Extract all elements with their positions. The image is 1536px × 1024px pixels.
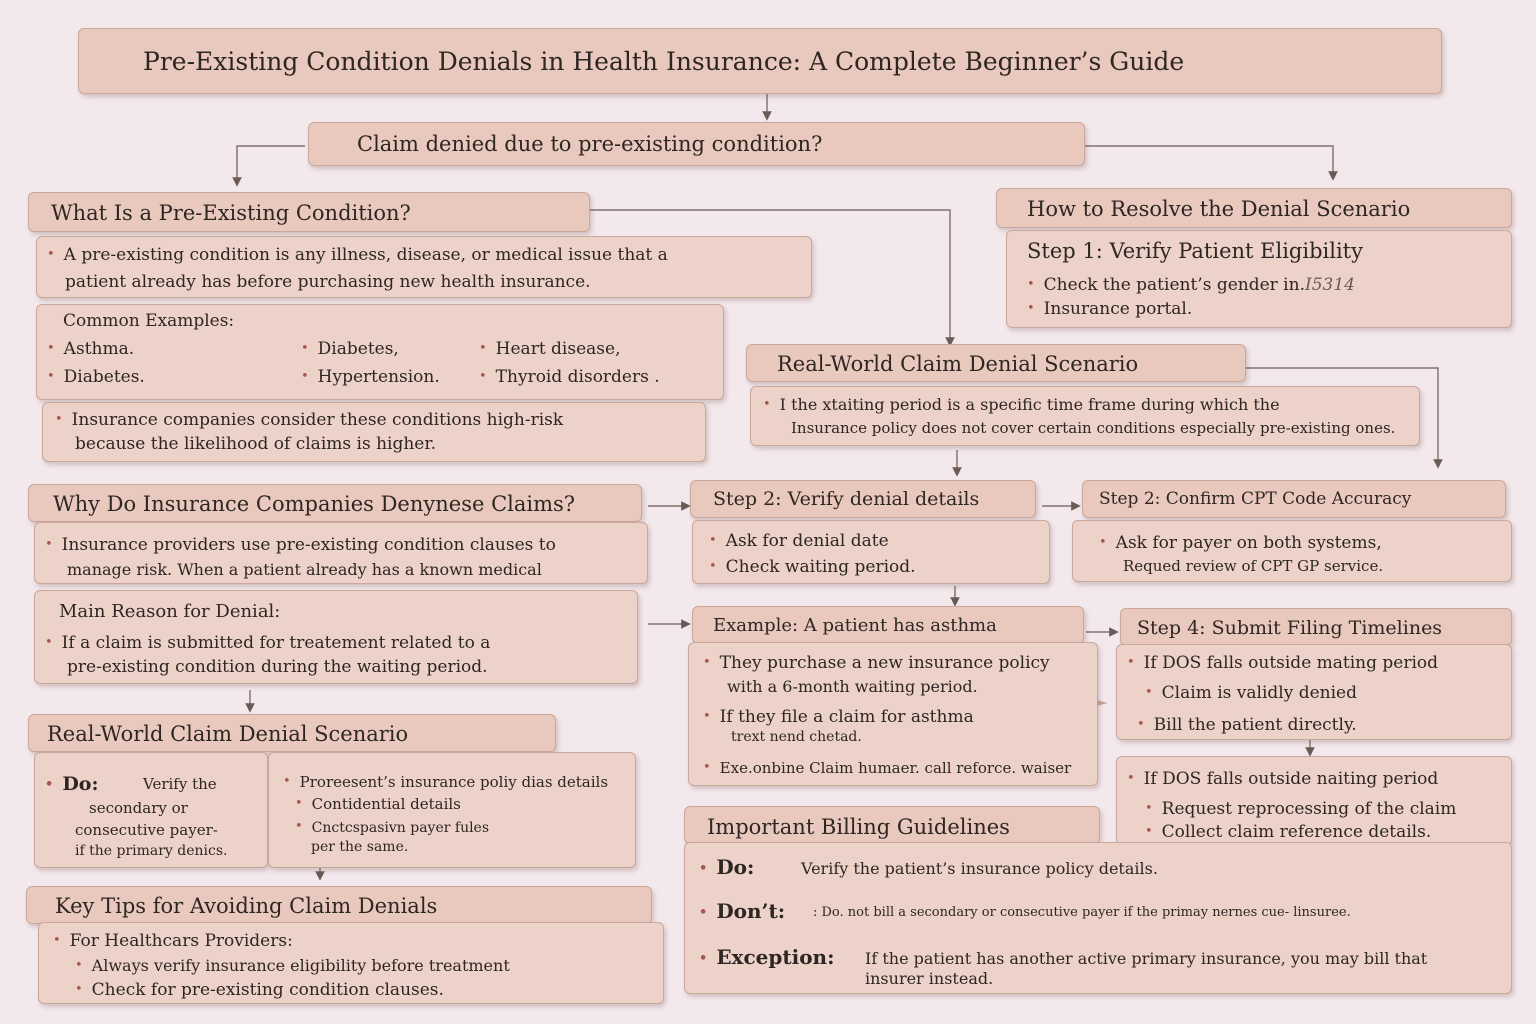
tips-line-2: • Always verify insurance eligibility before treatment: [75, 956, 510, 975]
step1-bullet-1: [1027, 275, 1355, 295]
step4-heading: Step 4: Submit Filing Timelines: [1137, 617, 1443, 639]
tips-heading: Key Tips for Avoiding Claim Denials: [55, 894, 438, 918]
step2-cpt-box: [1072, 520, 1512, 582]
step4-box-top: [1116, 644, 1512, 740]
reason-box: [34, 590, 638, 684]
example-item: • Asthma.: [47, 339, 134, 359]
scenario-top-line-1: • I the xtaiting period is a specific time frame during which the: [763, 395, 1280, 414]
example-line-1: • They purchase a new insurance policy: [703, 653, 1050, 673]
step2-cpt-heading: Step 2: Confirm CPT Code Accuracy: [1099, 489, 1412, 509]
definition-line-1: • A pre-existing condition is any illness, disease, or medical issue that a: [47, 245, 668, 265]
scenario-right-1: • Proreesent’s insurance poliy dias details: [283, 773, 608, 791]
step4-heading-box: [1120, 608, 1512, 646]
example-item: • Diabetes,: [301, 339, 399, 359]
scenario-right-2: • Contidential details: [295, 795, 461, 813]
definition-box: [36, 236, 812, 298]
why-line-2: manage risk. When a patient already has a known medical: [67, 560, 542, 579]
scenario-right-4: per the same.: [311, 839, 409, 855]
billing-exc-1: If the patient has another active primary insurance, you may bill that: [865, 949, 1428, 968]
step4-line-1: • If DOS falls outside mating period: [1127, 653, 1438, 673]
tips-box: [38, 922, 664, 1004]
example-line-5: • Exe.onbine Claim humaer. call reforce. waiser: [703, 759, 1071, 777]
scenario-top-heading: Real-World Claim Denial Scenario: [777, 352, 1139, 376]
step4-line-6: • Collect claim reference details.: [1145, 822, 1431, 842]
scenario-do-4: if the primary denics.: [75, 843, 228, 859]
why-line-1: • Insurance providers use pre-existing condition clauses to: [45, 535, 556, 555]
example-line-3: • If they file a claim for asthma: [703, 707, 974, 727]
example-item: • Hypertension.: [301, 367, 440, 387]
risk-box: [42, 402, 706, 462]
examples-heading: Common Examples:: [63, 311, 235, 331]
billing-do-label-text: Do:: [716, 855, 755, 879]
step4-line-5: • Request reprocessing of the claim: [1145, 799, 1456, 819]
billing-heading-box: [684, 806, 1100, 844]
scenario-top-box: [750, 386, 1420, 446]
billing-box: [684, 842, 1512, 994]
question-box: [308, 122, 1085, 166]
scenario-do-label: [45, 773, 98, 796]
examples-box: [36, 304, 724, 400]
step2-denial-bullet-1: • Ask for denial date: [709, 531, 889, 551]
example-line-4: trext nend chetad.: [731, 729, 862, 745]
resolve-heading-box: [996, 188, 1512, 228]
step2-cpt-bullet-1: • Ask for payer on both systems,: [1099, 533, 1382, 553]
scenario-right-3: • Cnctcspasivn payer fules: [295, 819, 489, 837]
reason-heading: Main Reason for Denial:: [59, 601, 281, 622]
scenario-bottom-right: [268, 752, 636, 868]
scenario-top-line-2: Insurance policy does not cover certain conditions especially pre-existing ones.: [791, 419, 1396, 437]
title-banner: [78, 28, 1442, 94]
example-item: • Diabetes.: [47, 367, 145, 387]
step4-box-bottom: [1116, 756, 1512, 846]
scenario-top-heading-box: [746, 344, 1246, 382]
step4-line-4: • If DOS falls outside naiting period: [1127, 769, 1438, 789]
billing-dont-label: [699, 899, 785, 923]
step2-cpt-heading-box: [1082, 480, 1506, 518]
scenario-do-3: consecutive payer-: [75, 821, 218, 839]
billing-do-label: [699, 855, 754, 879]
step2-denial-heading-box: [690, 480, 1036, 518]
step4-line-3: • Bill the patient directly.: [1137, 715, 1357, 735]
step1-bullet-2: • Insurance portal.: [1027, 299, 1192, 319]
why-heading: Why Do Insurance Companies Denynese Claims?: [53, 492, 576, 516]
definition-line-2: patient already has before purchasing new health insurance.: [65, 272, 591, 292]
question-text: Claim denied due to pre-existing condition?: [357, 132, 823, 156]
billing-exc-2: insurer instead.: [865, 969, 994, 988]
billing-do-text: Verify the patient’s insurance policy details.: [801, 859, 1158, 878]
scenario-do-label-text: Do:: [62, 773, 99, 795]
resolve-heading: How to Resolve the Denial Scenario: [1027, 197, 1411, 221]
tips-heading-box: [26, 886, 652, 924]
example-heading: Example: A patient has asthma: [713, 615, 997, 636]
billing-heading: Important Billing Guidelines: [707, 815, 1010, 839]
risk-line-2: because the likelihood of claims is higher.: [75, 434, 437, 454]
reason-line-2: pre-existing condition during the waiting period.: [67, 657, 488, 677]
step4-line-2: • Claim is validly denied: [1145, 683, 1357, 703]
tips-line-3: • Check for pre-existing condition clauses.: [75, 980, 444, 1000]
example-line-2: with a 6-month waiting period.: [727, 677, 978, 696]
example-item: • Heart disease,: [479, 339, 620, 359]
scenario-bottom-left: [34, 752, 268, 868]
step1-bullet-1-text: Check the patient’s gender in.: [1043, 275, 1305, 295]
example-item: • Thyroid disorders .: [479, 367, 660, 387]
what-is-heading: What Is a Pre-Existing Condition?: [51, 201, 411, 225]
tips-line-1: • For Healthcars Providers:: [53, 931, 293, 951]
scenario-bottom-heading: Real-World Claim Denial Scenario: [47, 722, 409, 746]
why-box: [34, 522, 648, 584]
billing-dont-text: : Do. not bill a secondary or consecutive payer if the primay nernes cue- linsuree.: [813, 905, 1351, 920]
example-box: [688, 642, 1098, 786]
page-title: Pre-Existing Condition Denials in Health Insurance: A Complete Beginner’s Guide: [143, 47, 1185, 76]
billing-exc-label: [699, 945, 834, 969]
step2-denial-heading: Step 2: Verify denial details: [713, 488, 980, 510]
risk-line-1: • Insurance companies consider these conditions high-risk: [55, 410, 563, 430]
scenario-do-2: secondary or: [89, 799, 188, 817]
example-heading-box: [692, 606, 1084, 644]
resolve-step1-box: [1006, 230, 1512, 328]
step2-cpt-bullet-2: Requed review of CPT GP service.: [1123, 557, 1384, 575]
scenario-bottom-heading-box: [28, 714, 556, 752]
step2-denial-bullet-2: • Check waiting period.: [709, 557, 916, 577]
billing-exc-label-text: Exception:: [716, 945, 835, 969]
step1-bullet-1-tail: I5314: [1304, 275, 1355, 295]
what-is-heading-box: [28, 192, 590, 232]
billing-dont-label-text: Don’t:: [716, 899, 786, 923]
step1-heading: Step 1: Verify Patient Eligibility: [1027, 239, 1363, 263]
scenario-do-1: Verify the: [143, 775, 217, 793]
step2-denial-box: [692, 520, 1050, 584]
why-heading-box: [28, 484, 642, 522]
reason-line-1: • If a claim is submitted for treatement related to a: [45, 633, 490, 653]
